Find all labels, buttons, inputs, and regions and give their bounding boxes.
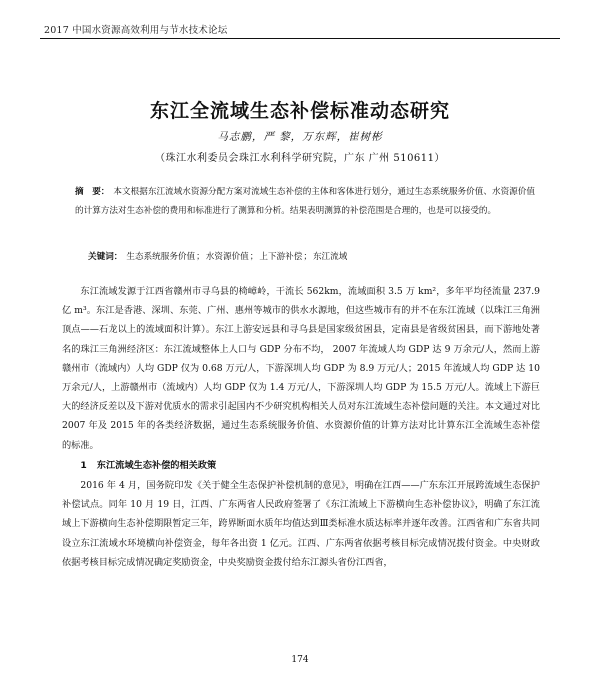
section-heading bbox=[62, 456, 540, 475]
section-number: 1 bbox=[80, 459, 87, 471]
page-number: 174 bbox=[291, 655, 309, 665]
abstract-label: 摘 要： bbox=[75, 187, 110, 197]
article-body bbox=[62, 282, 540, 572]
keyword-separator: ； bbox=[249, 252, 259, 262]
body-paragraph: 东江流域发源于江西省赣州市寻乌县的椅嶂岭，干流长 562km，流域面积 3.5 万 km²，多年平均径流量 237.9 亿 m³。东江是香港、深圳、东莞、广州、惠州等城市的供水水源地，但这些城市有的并不在东江流域（以珠江三角洲顶点——石龙以上的流域面积计算）。东江上游安远县和寻乌县是国家级贫困县，定南县是省级贫困县，而下游地处著名的珠江三角洲经济区：东江流域整体上人口与 GDP 分布不均， 2007 年流域人均 GDP 达 9 万余元/人，然而上游赣州市（流域内）人均 GDP 仅为 0.68 万元/人，下游深圳人均 GDP 为 8.9 万元/人；2015 年流域人均 GDP 达 10 万余元/人，上游赣州市（流域内）人均 GDP 仅为 1.4 万元/人，下游深圳人均 GDP 为 15.5 万元/人。流域上下游巨大的经济反差以及下游对优质水的需求引起国内不少研究机构相关人员对东江流域生态补偿问题的关注。本文通过对比 2007 年及 2015 年的各类经济数据，通过生态系统服务价值、水资源价值的计算方法对比计算东江全流域生态补偿的标准。 bbox=[62, 286, 540, 451]
keyword-item: 水资源价值 bbox=[205, 252, 249, 262]
keyword-item: 上下游补偿 bbox=[259, 252, 303, 262]
abstract bbox=[75, 183, 535, 220]
keywords bbox=[88, 248, 535, 266]
keyword-item: 东江流域 bbox=[312, 252, 348, 262]
keyword-separator: ； bbox=[303, 252, 312, 262]
article-title: 东江全流域生态补偿标准动态研究 bbox=[149, 100, 450, 122]
body-paragraph: 2016 年 4 月，国务院印发《关于健全生态保护补偿机制的意见》，明确在江西——广东东江开展跨流域生态保护补偿试点。同年 10 月 19 日，江西、广东两省人民政府签署了《东江流域上下游横向生态补偿协议》，明确了东江流域上下游横向生态补偿期限暂定三年，跨界断面水质年均值达到Ⅲ类标准水质达标率并逐年改善。江西省和广东省共同设立东江流域水环境横向补偿资金，每年各出资 1 亿元。江西、广东两省依据考核目标完成情况拨付资金。中央财政依据考核目标完成情况确定奖励资金，中央奖励资金拨付给东江源头省份江西省， bbox=[62, 480, 540, 568]
keyword-item: 生态系统服务价值 bbox=[126, 252, 196, 262]
abstract-text: 本文根据东江流域水资源分配方案对流域生态补偿的主体和客体进行划分，通过生态系统服务价值、水资源价值的计算方法对生态补偿的费用和标准进行了测算和分析。结果表明测算的补偿范围是合理的，也是可以接受的。 bbox=[75, 187, 535, 216]
article-authors: 马志鹏，严 黎，万东辉，崔树彬 bbox=[217, 131, 383, 143]
header-divider bbox=[40, 38, 560, 39]
section-title: 东江流域生态补偿的相关政策 bbox=[96, 459, 217, 471]
keywords-label: 关键词： bbox=[88, 252, 123, 262]
article-affiliation: （珠江水利委员会珠江水利科学研究院，广东 广州 510611） bbox=[154, 153, 446, 164]
running-header: 2017 中国水资源高效利用与节水技术论坛 bbox=[44, 25, 228, 36]
keyword-separator: ； bbox=[196, 252, 205, 262]
